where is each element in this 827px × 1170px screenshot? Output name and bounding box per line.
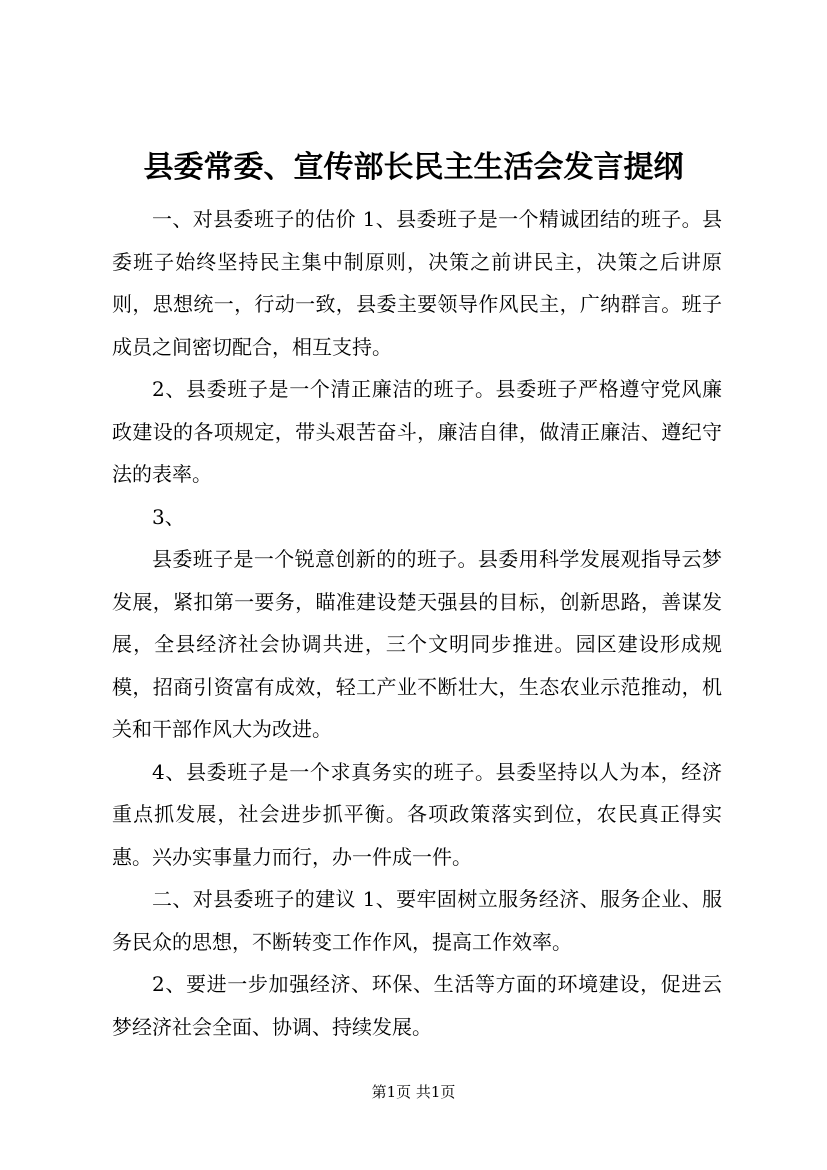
page-footer	[0, 1082, 827, 1102]
paragraph-5: 4、县委班子是一个求真务实的班子。县委坚持以人为本，经济重点抓发展，社会进步抓平衡。各项政策落实到位，农民真正得实惠。兴办实事量力而行，办一件成一件。	[112, 759, 722, 869]
document-title: 县委常委、宣传部长民主生活会发言提纲	[143, 150, 684, 185]
paragraph-1: 一、对县委班子的估价 1、县委班子是一个精诚团结的班子。县委班子始终坚持民主集中制原则，决策之前讲民主，决策之后讲原则，思想统一，行动一致，县委主要领导作风民主，广纳群言。班子成员之间密切配合，相互支持。	[112, 207, 722, 359]
paragraph-3: 3、	[152, 504, 185, 529]
document-body	[112, 198, 722, 1048]
paragraph-6: 二、对县委班子的建议 1、要牢固树立服务经济、服务企业、服务民众的思想，不断转变工作作风，提高工作效率。	[112, 887, 722, 954]
paragraph-4: 县委班子是一个锐意创新的的班子。县委用科学发展观指导云梦发展，紧扣第一要务，瞄准建设楚天强县的目标，创新思路，善谋发展，全县经济社会协调共进，三个文明同步推进。园区建设形成规模，招商引资富有成效，轻工产业不断壮大，生态农业示范推动，机关和干部作风大为改进。	[112, 547, 722, 741]
paragraph-7: 2、要进一步加强经济、环保、生活等方面的环境建设，促进云梦经济社会全面、协调、持续发展。	[112, 972, 722, 1039]
paragraph-2: 2、县委班子是一个清正廉洁的班子。县委班子严格遵守党风廉政建设的各项规定，带头艰苦奋斗，廉洁自律，做清正廉洁、遵纪守法的表率。	[112, 377, 722, 486]
page-number-label: 第1页 共1页	[371, 1083, 456, 1101]
